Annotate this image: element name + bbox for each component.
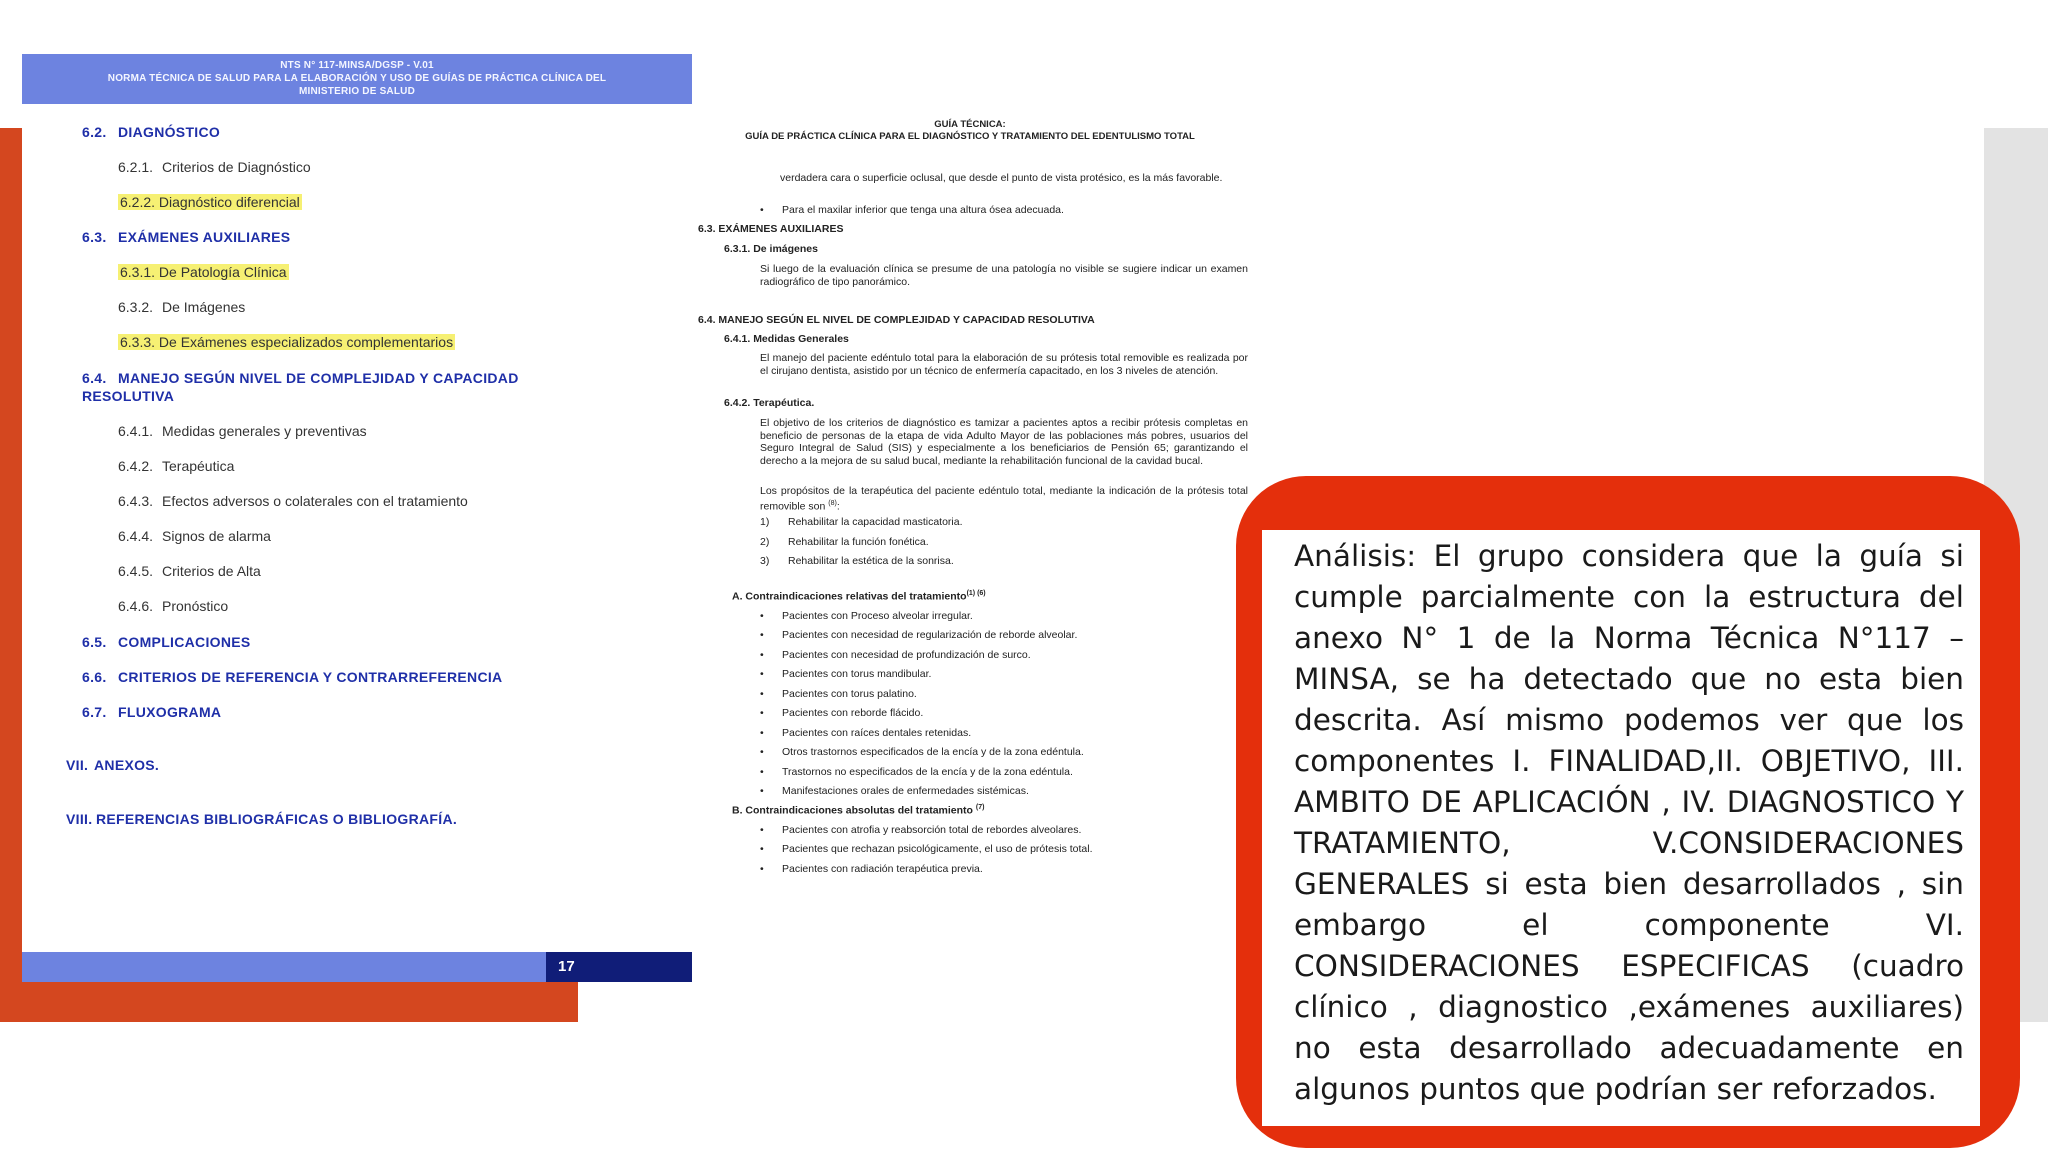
list-item: • Pacientes con raíces dentales retenidas. (760, 727, 972, 739)
doc-subtitle: GUÍA DE PRÁCTICA CLÍNICA PARA EL DIAGNÓSTICO Y TRATAMIENTO DEL EDENTULISMO TOTAL (745, 131, 1195, 142)
header-line-3: MINISTERIO DE SALUD (298, 86, 416, 97)
numbered-item: 2) Rehabilitar la función fonética. (760, 536, 929, 548)
list-item: • Manifestaciones orales de enfermedades sistémicas. (760, 785, 1029, 797)
list-item: • Pacientes con atrofia y reabsorción total de rebordes alveolares. (760, 824, 1082, 836)
paragraph: Si luego de la evaluación clínica se presume de una patología no visible se sugiere indicar un examen radiográfico de tipo panorámico. (760, 263, 1248, 288)
scanned-index-page (22, 54, 692, 982)
toc-item: 6.2. DIAGNÓSTICO (82, 124, 221, 140)
list-item: • Pacientes con radiación terapéutica previa. (760, 863, 983, 875)
toc-item: VII. ANEXOS. (66, 757, 160, 773)
header-line-1: NTS N° 117-MINSA/DGSP - V.01 (280, 60, 434, 71)
list-item: • Pacientes con reborde flácido. (760, 707, 924, 719)
toc-item: 6.4.2. Terapéutica (118, 458, 235, 474)
toc-item: 6.5. COMPLICACIONES (82, 634, 251, 650)
paragraph: Los propósitos de la terapéutica del paciente edéntulo total, mediante la indicación de la prótesis total removible son $^{(8)}$: (760, 485, 1248, 512)
page-number: 17 (546, 952, 692, 982)
page-header-band (22, 54, 692, 104)
analysis-text: Análisis: El grupo considera que la guía si cumple parcialmente con la estructura del anexo N° 1 de la Norma Técnica N°117 – MINSA, se ha detectado que no esta bien descrita. Así mismo podemos ver que los componentes I. FINALIDAD,II. OBJETIVO, III. AMBITO DE APLICACIÓN , IV. DIAGNOSTICO Y TRATAMIENTO, V.CONSIDERACIONES GENERALES si esta bien desarrollados , sin embargo el componente VI. CONSIDERACIONES ESPECIFICAS (cuadro clínico , diagnostico ,exámenes auxiliares) no esta desarrollado adecuadamente en algunos puntos que podrían ser reforzados. (1294, 539, 1964, 1106)
toc-item: 6.4.6. Pronóstico (118, 598, 229, 614)
subsection-heading: 6.4.1. Medidas Generales (724, 333, 849, 345)
toc-item: 6.3. EXÁMENES AUXILIARES (82, 229, 291, 245)
toc-item: 6.6. CRITERIOS DE REFERENCIA Y CONTRARREFERENCIA (82, 669, 503, 685)
list-item: • Pacientes con torus mandibular. (760, 668, 932, 680)
guide-document-page (690, 112, 1250, 892)
list-item: • Trastornos no especificados de la encía y de la zona edéntula. (760, 766, 1073, 778)
list-item: • Pacientes con Proceso alveolar irregular. (760, 610, 973, 622)
list-item: • Pacientes con necesidad de profundización de surco. (760, 649, 1031, 661)
toc-item: 6.2.2. Diagnóstico diferencial (120, 194, 300, 210)
list-heading: B. Contraindicaciones absolutas del tratamiento $^{(7)}$ (732, 804, 985, 817)
list-item: • Otros trastornos especificados de la encía y de la zona edéntula. (760, 746, 1084, 758)
toc-item: 6.3.1. De Patología Clínica (120, 264, 287, 280)
numbered-item: 3) Rehabilitar la estética de la sonrisa. (760, 555, 954, 567)
toc-item: 6.7. FLUXOGRAMA (82, 704, 222, 720)
list-heading: A. Contraindicaciones relativas del tratamiento$^{(1) (6)}$ (732, 590, 986, 603)
list-item: • Para el maxilar inferior que tenga una altura ósea adecuada. (760, 204, 1064, 216)
header-line-2: NORMA TÉCNICA DE SALUD PARA LA ELABORACIÓN Y USO DE GUÍAS DE PRÁCTICA CLÍNICA DEL (107, 73, 607, 84)
subsection-heading: 6.3.1. De imágenes (724, 243, 818, 255)
toc-item: VIII. REFERENCIAS BIBLIOGRÁFICAS O BIBLIOGRAFÍA. (66, 811, 458, 827)
page-footer-band (22, 952, 692, 982)
toc-item: 6.3.2. De Imágenes (118, 299, 246, 315)
section-heading: 6.4. MANEJO SEGÚN EL NIVEL DE COMPLEJIDAD Y CAPACIDAD RESOLUTIVA (698, 314, 1095, 326)
toc-item: 6.3.3. De Exámenes especializados complementarios (120, 334, 454, 350)
toc-item: 6.4.4. Signos de alarma (118, 528, 271, 544)
numbered-item: 1) Rehabilitar la capacidad masticatoria. (760, 516, 963, 528)
toc-item: 6.4. MANEJO SEGÚN NIVEL DE COMPLEJIDAD Y CAPACIDAD RESOLUTIVA (82, 370, 519, 404)
toc-item: 6.4.1. Medidas generales y preventivas (118, 423, 367, 439)
list-item: • Pacientes con necesidad de regularización de reborde alveolar. (760, 629, 1078, 641)
toc-item: 6.4.5. Criterios de Alta (118, 563, 261, 579)
toc-item: 6.2.1. Criterios de Diagnóstico (118, 159, 311, 175)
section-heading: 6.3. EXÁMENES AUXILIARES (698, 223, 844, 235)
doc-title: GUÍA TÉCNICA: (934, 119, 1006, 130)
list-item: • Pacientes con torus palatino. (760, 688, 917, 700)
toc-item: 6.4.3. Efectos adversos o colaterales con el tratamiento (118, 493, 468, 509)
paragraph: El manejo del paciente edéntulo total para la elaboración de su prótesis total removible es realizada por el cirujano dentista, asistido por un técnico de enfermería capacitado, en los 3 niveles de atención. (760, 352, 1248, 377)
list-item: • Pacientes que rechazan psicológicamente, el uso de prótesis total. (760, 843, 1093, 855)
subsection-heading: 6.4.2. Terapéutica. (724, 397, 815, 409)
paragraph: verdadera cara o superficie oclusal, que desde el punto de vista protésico, es la más favorable. (780, 172, 1223, 184)
paragraph: El objetivo de los criterios de diagnóstico es tamizar a pacientes aptos a recibir prótesis completas en beneficio de personas de la etapa de vida Adulto Mayor de las poblaciones más pobres, usuarios del Seguro Integral de Salud (SIS) y especialmente a los beneficiarios de Pensión 65; garantizando el derecho a la mejora de su salud bucal, mediante la rehabilitación funcional de la cavidad bucal. (760, 417, 1248, 467)
